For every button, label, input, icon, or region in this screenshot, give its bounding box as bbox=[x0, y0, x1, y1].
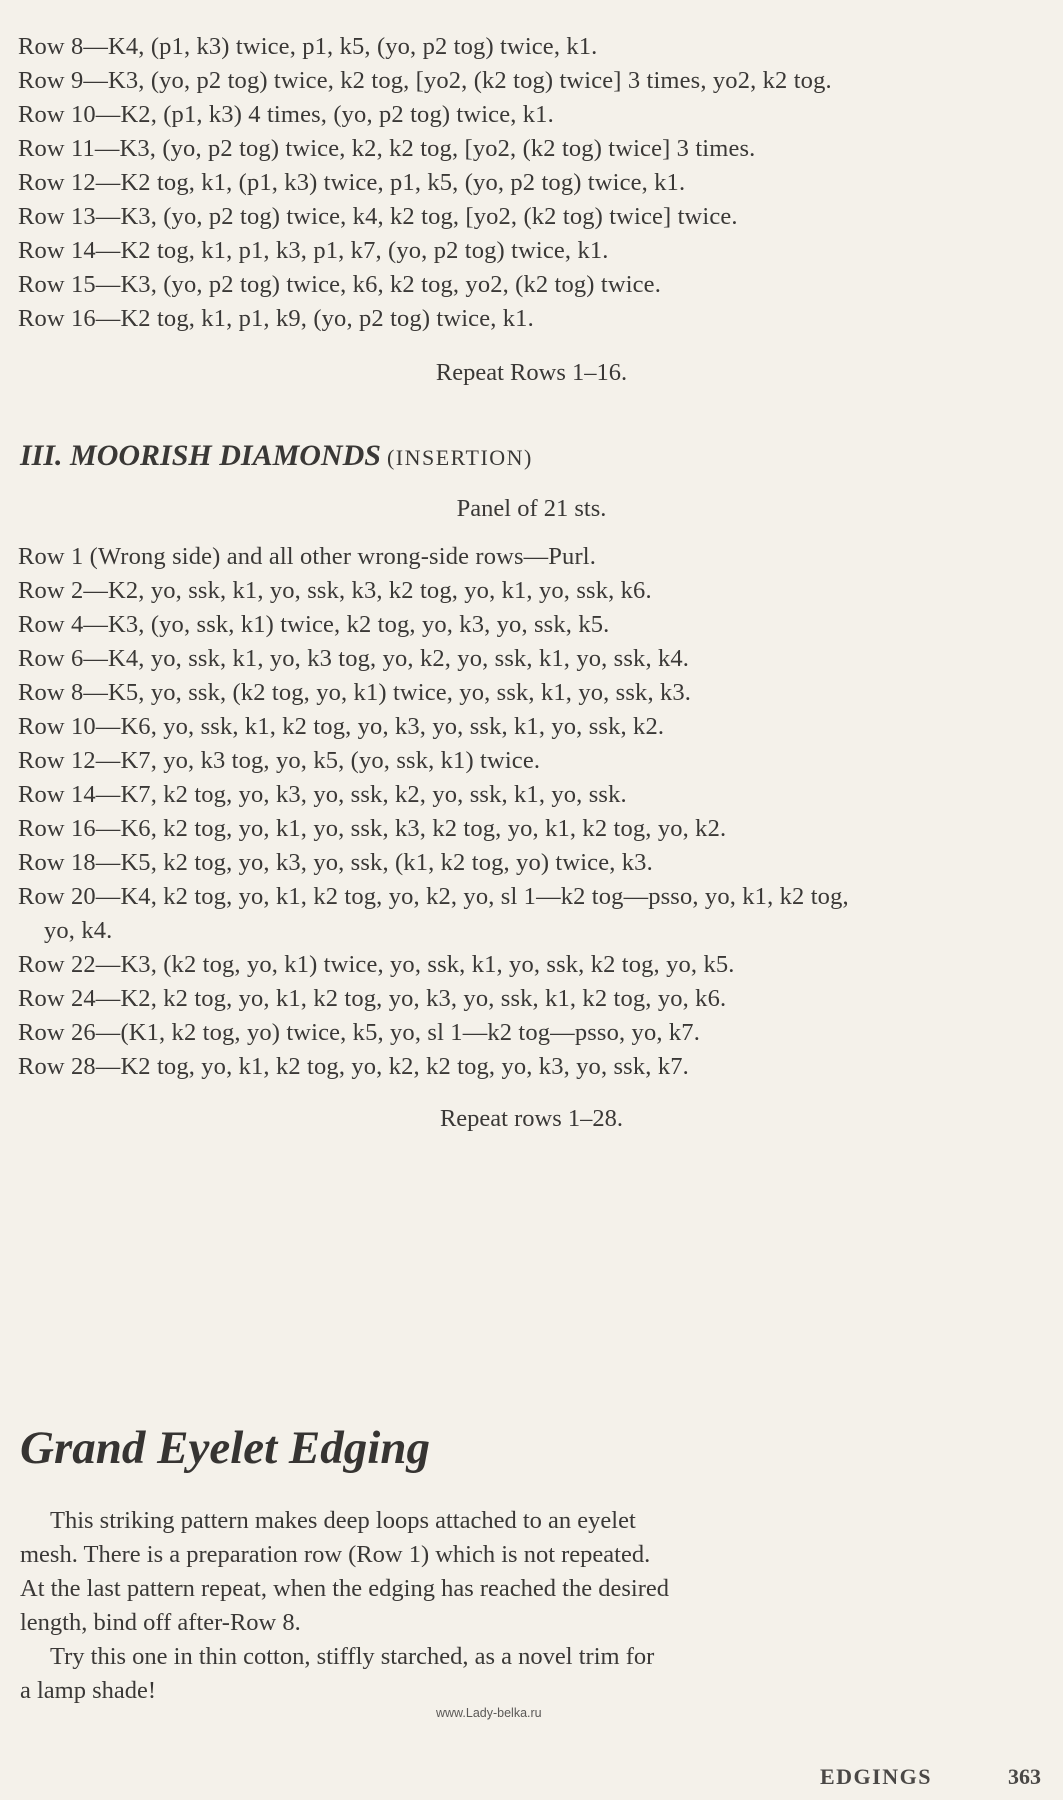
panel-note: Panel of 21 sts. bbox=[456, 495, 607, 522]
section-heading-title: III. MOORISH DIAMONDS bbox=[20, 439, 381, 472]
pattern-row: Row 28—K2 tog, yo, k1, k2 tog, yo, k2, k2 tog, yo, k3, yo, ssk, k7. bbox=[18, 1053, 689, 1080]
pattern-row: Row 12—K2 tog, k1, (p1, k3) twice, p1, k5, (yo, p2 tog) twice, k1. bbox=[18, 169, 686, 196]
pattern-row: Row 4—K3, (yo, ssk, k1) twice, k2 tog, yo, k3, yo, ssk, k5. bbox=[18, 611, 610, 638]
pattern-row: Row 22—K3, (k2 tog, yo, k1) twice, yo, ssk, k1, yo, ssk, k2 tog, yo, k5. bbox=[18, 951, 735, 978]
pattern-row: Row 16—K2 tog, k1, p1, k9, (yo, p2 tog) twice, k1. bbox=[18, 305, 534, 332]
pattern-row: Row 10—K2, (p1, k3) 4 times, (yo, p2 tog) twice, k1. bbox=[18, 101, 554, 128]
pattern-row: Row 8—K5, yo, ssk, (k2 tog, yo, k1) twice, yo, ssk, k1, yo, ssk, k3. bbox=[18, 679, 692, 706]
repeat-note: Repeat Rows 1–16. bbox=[435, 359, 628, 386]
pattern-row: Row 10—K6, yo, ssk, k1, k2 tog, yo, k3, yo, ssk, k1, yo, ssk, k2. bbox=[18, 713, 665, 740]
paragraph-line: At the last pattern repeat, when the edging has reached the desired bbox=[20, 1575, 669, 1602]
pattern-row: Row 12—K7, yo, k3 tog, yo, k5, (yo, ssk, k1) twice. bbox=[18, 747, 541, 774]
pattern-row: Row 2—K2, yo, ssk, k1, yo, ssk, k3, k2 tog, yo, k1, yo, ssk, k6. bbox=[18, 577, 652, 604]
pattern-row: Row 26—(K1, k2 tog, yo) twice, k5, yo, sl 1—k2 tog—psso, yo, k7. bbox=[18, 1019, 700, 1046]
pattern-row: Row 1 (Wrong side) and all other wrong-side rows—Purl. bbox=[18, 543, 596, 570]
pattern-row: Row 15—K3, (yo, p2 tog) twice, k6, k2 tog, yo2, (k2 tog) twice. bbox=[18, 271, 661, 298]
paragraph-line: a lamp shade! bbox=[20, 1677, 157, 1704]
footer-section-label: EDGINGS bbox=[820, 1764, 932, 1789]
paragraph-line: length, bind off after-Row 8. bbox=[20, 1609, 301, 1636]
pattern-row: Row 14—K2 tog, k1, p1, k3, p1, k7, (yo, p2 tog) twice, k1. bbox=[18, 237, 609, 264]
section-heading-subtitle: (INSERTION) bbox=[386, 445, 533, 470]
pattern-row: Row 11—K3, (yo, p2 tog) twice, k2, k2 tog, [yo2, (k2 tog) twice] 3 times. bbox=[18, 135, 756, 162]
pattern-title: Grand Eyelet Edging bbox=[20, 1422, 430, 1474]
repeat-note: Repeat rows 1–28. bbox=[439, 1105, 624, 1132]
section-heading bbox=[20, 436, 533, 478]
paragraph-line: This striking pattern makes deep loops attached to an eyelet bbox=[50, 1507, 636, 1534]
pattern-row: Row 20—K4, k2 tog, yo, k1, k2 tog, yo, k2, yo, sl 1—k2 tog—psso, yo, k1, k2 tog, bbox=[18, 883, 849, 910]
pattern-row-continuation: yo, k4. bbox=[44, 917, 113, 944]
pattern-row: Row 13—K3, (yo, p2 tog) twice, k4, k2 tog, [yo2, (k2 tog) twice] twice. bbox=[18, 203, 738, 230]
paragraph-line: Try this one in thin cotton, stiffly starched, as a novel trim for bbox=[50, 1643, 655, 1670]
pattern-row: Row 24—K2, k2 tog, yo, k1, k2 tog, yo, k3, yo, ssk, k1, k2 tog, yo, k6. bbox=[18, 985, 727, 1012]
pattern-row: Row 8—K4, (p1, k3) twice, p1, k5, (yo, p2 tog) twice, k1. bbox=[18, 33, 598, 60]
page-number: 363 bbox=[1008, 1764, 1041, 1789]
paragraph-line: mesh. There is a preparation row (Row 1) which is not repeated. bbox=[20, 1541, 651, 1568]
pattern-row: Row 9—K3, (yo, p2 tog) twice, k2 tog, [yo2, (k2 tog) twice] 3 times, yo2, k2 tog. bbox=[18, 67, 832, 94]
watermark-text: www.Lady-belka.ru bbox=[436, 1706, 542, 1720]
pattern-row: Row 18—K5, k2 tog, yo, k3, yo, ssk, (k1, k2 tog, yo) twice, k3. bbox=[18, 849, 653, 876]
pattern-row: Row 6—K4, yo, ssk, k1, yo, k3 tog, yo, k2, yo, ssk, k1, yo, ssk, k4. bbox=[18, 645, 690, 672]
pattern-row: Row 16—K6, k2 tog, yo, k1, yo, ssk, k3, k2 tog, yo, k1, k2 tog, yo, k2. bbox=[18, 815, 727, 842]
pattern-row: Row 14—K7, k2 tog, yo, k3, yo, ssk, k2, yo, ssk, k1, yo, ssk. bbox=[18, 781, 627, 808]
